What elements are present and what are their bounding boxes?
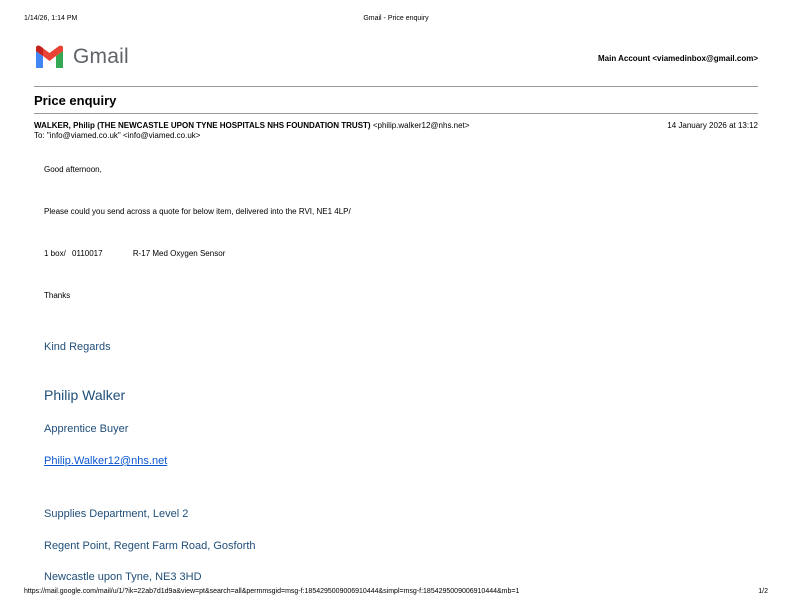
item-description: R-17 Med Oxygen Sensor <box>132 249 226 258</box>
sender-email: <philip.walker12@nhs.net> <box>372 121 470 130</box>
item-code: 0110017 <box>72 249 103 258</box>
print-title: Gmail - Price enquiry <box>363 15 429 22</box>
sender-name: WALKER, Philip (THE NEWCASTLE UPON TYNE HOSPITALS NHS FOUNDATION TRUST) <box>34 121 371 130</box>
greeting: Good afternoon, <box>44 165 102 174</box>
signature-email-link[interactable]: Philip.Walker12@nhs.net <box>44 455 168 467</box>
sign-off: Kind Regards <box>44 341 111 353</box>
signature-email-wrap <box>44 455 167 467</box>
print-datetime: 1/14/26, 1:14 PM <box>24 15 78 22</box>
account-label <box>598 54 758 63</box>
item-line <box>44 249 225 258</box>
item-qty: 1 box/ <box>44 249 66 258</box>
signature-role: Apprentice Buyer <box>44 423 129 435</box>
signature-dept: Supplies Department, Level 2 <box>44 508 189 520</box>
gmail-m-icon <box>34 45 65 69</box>
header-divider <box>34 86 758 87</box>
recipient-line: To: "info@viamed.co.uk" <info@viamed.co.uk> <box>34 131 201 140</box>
thanks: Thanks <box>44 291 71 300</box>
signature-name: Philip Walker <box>44 387 126 403</box>
email-subject: Price enquiry <box>34 93 117 108</box>
email-date: 14 January 2026 at 13:12 <box>667 121 758 130</box>
signature-address-line2: Newcastle upon Tyne, NE3 3HD <box>44 571 202 583</box>
signature-address-line1: Regent Point, Regent Farm Road, Gosforth <box>44 540 256 552</box>
gmail-logo <box>34 44 129 70</box>
gmail-wordmark: Gmail <box>73 45 129 68</box>
page-number: 1/2 <box>758 588 768 595</box>
request-text: Please could you send across a quote for below item, delivered into the RVI, NE1 4LP/ <box>44 207 351 216</box>
subject-divider <box>34 113 758 114</box>
print-url: https://mail.google.com/mail/u/1/?ik=22ab7d1d9a&view=pt&search=all&permmsgid=msg-f:1854295009006910444&simpl=msg-f:1854295009006910444&mb=1 <box>24 588 520 595</box>
account-email: <viamedinbox@gmail.com> <box>652 54 758 63</box>
account-name: Main Account <box>597 54 651 63</box>
sender-line <box>34 121 469 130</box>
